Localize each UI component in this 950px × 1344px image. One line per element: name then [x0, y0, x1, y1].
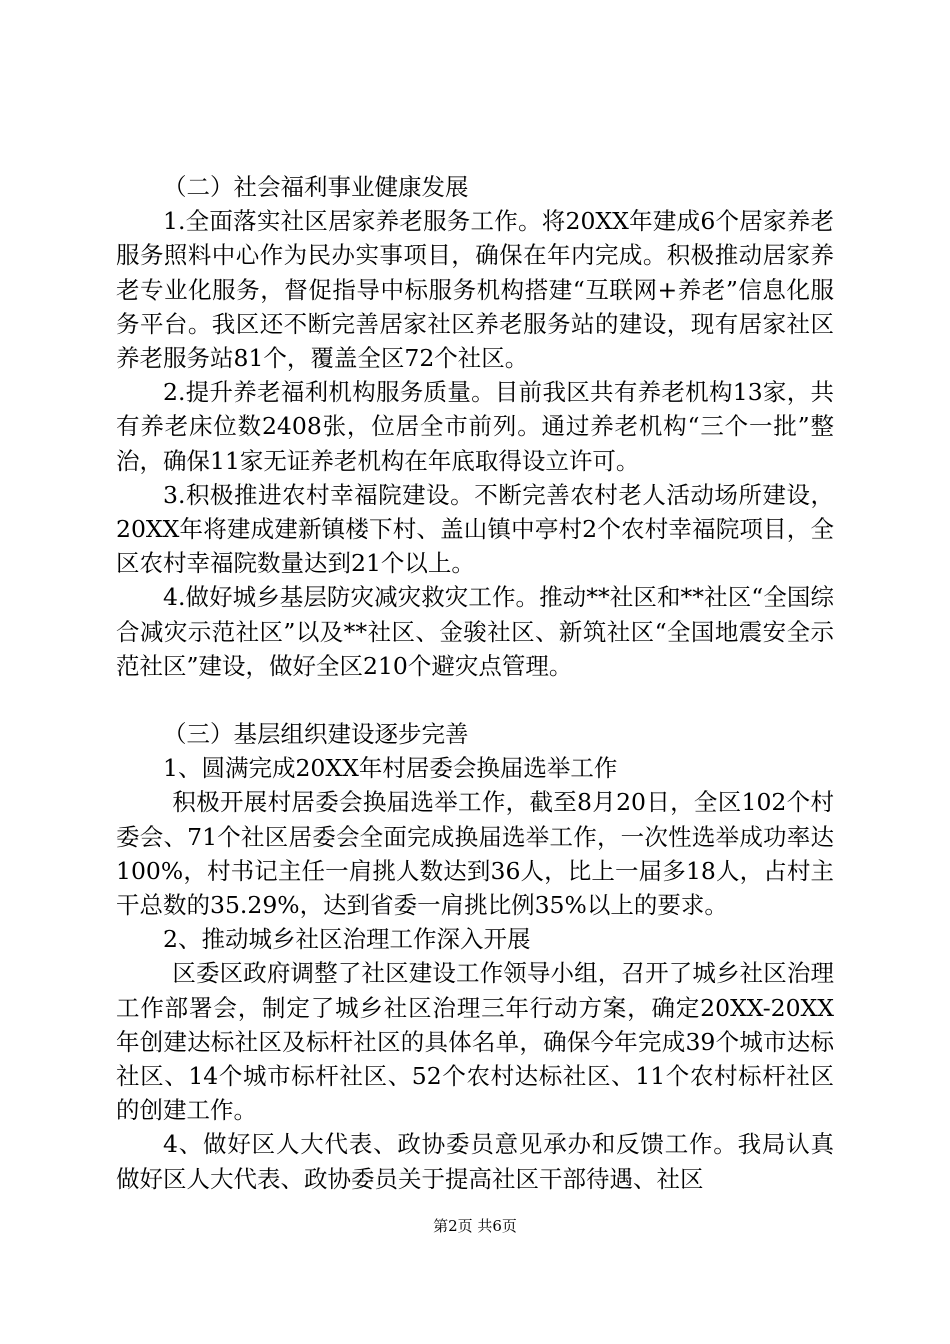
paragraph-elderly-institutions: 2.提升养老福利机构服务质量。目前我区共有养老机构13家，共有养老床位数2408张，位居全市前列。通过养老机构“三个一批”整治，确保11家无证养老机构在年底取得设立许可。	[116, 378, 834, 475]
paragraph-disaster-prevention: 4.做好城乡基层防灾减灾救灾工作。推动**社区和**社区“全国综合减灾示范社区”以及**社区、金骏社区、新筑社区“全国地震安全示范社区”建设，做好全区210个避灾点管理。	[116, 583, 834, 680]
section-heading-social-welfare: （二）社会福利事业健康发展	[163, 173, 469, 201]
section-spacer	[116, 683, 834, 717]
subheading-election: 1、圆满完成20XX年村居委会换届选举工作	[163, 754, 618, 783]
paragraph-election: 积极开展村居委会换届选举工作，截至8月20日，全区102个村委会、71个社区居委会全面完成换届选举工作，一次性选举成功率达100%，村书记主任一肩挑人数达到36人，比上一届多18人，占村主干总数的35.29%，达到省委一肩挑比例35%以上的要求。	[116, 788, 834, 920]
subheading-community-governance: 2、推动城乡社区治理工作深入开展	[163, 925, 531, 954]
paragraph-rural-happiness-homes: 3.积极推进农村幸福院建设。不断完善农村老人活动场所建设，20XX年将建成建新镇楼下村、盖山镇中亭村2个农村幸福院项目，全区农村幸福院数量达到21个以上。	[116, 480, 834, 578]
page-number-footer: 第2页 共6页	[433, 1217, 517, 1235]
section-heading-grassroots-organization: （三）基层组织建设逐步完善	[163, 720, 469, 749]
document-body	[116, 170, 834, 1196]
paragraph-community-governance: 区委区政府调整了社区建设工作领导小组，召开了城乡社区治理工作部署会，制定了城乡社区治理三年行动方案，确定20XX-20XX年创建达标社区及标杆社区的具体名单，确保今年完成39个城市达标社区、14个城市标杆社区、52个农村达标社区、11个农村标杆社区的创建工作。	[116, 959, 834, 1125]
paragraph-deputies-feedback: 4、做好区人大代表、政协委员意见承办和反馈工作。我局认真做好区人大代表、政协委员关于提高社区干部待遇、社区	[116, 1130, 834, 1193]
paragraph-home-elderly-care: 1.全面落实社区居家养老服务工作。将20XX年建成6个居家养老服务照料中心作为民办实事项目，确保在年内完成。积极推动居家养老专业化服务，督促指导中标服务机构搭建“互联网+养老”信息化服务平台。我区还不断完善居家社区养老服务站的建设，现有居家社区养老服务站81个，覆盖全区72个社区。	[116, 207, 834, 373]
